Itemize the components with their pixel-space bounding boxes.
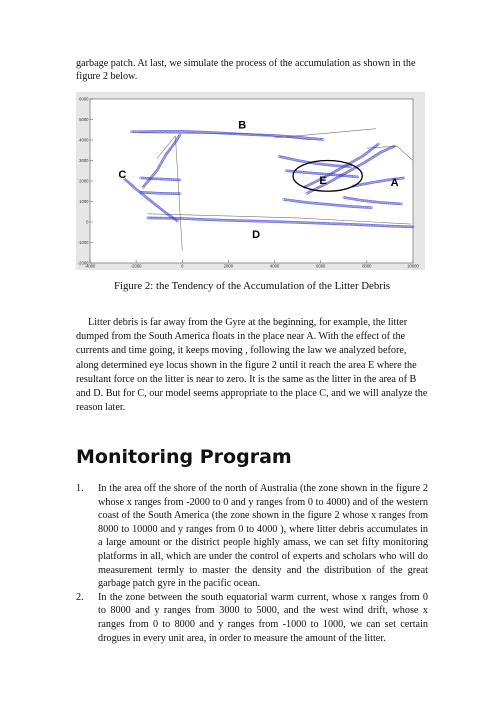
intro-text: garbage patch. At last, we simulate the process of the accumulation as shown in the figure 2 below. (76, 58, 416, 82)
y-tick-label: -2000 (77, 260, 89, 266)
x-tick-label: -4000 (84, 263, 96, 269)
figure-caption: Figure 2: the Tendency of the Accumulation of the Litter Debris (113, 280, 391, 292)
x-tick-label: 8000 (362, 263, 372, 269)
y-tick-label: 0 (86, 219, 89, 225)
x-tick-label: 4000 (269, 263, 280, 269)
list-item-number: 1. (76, 483, 84, 494)
list-item-number: 2. (76, 591, 84, 603)
figure-2 (76, 92, 425, 270)
litter-accumulation-scatter-plot (76, 92, 425, 270)
y-tick-label: 6000 (79, 96, 89, 102)
monitoring-list (76, 482, 428, 645)
y-tick-label: 2000 (79, 178, 89, 184)
section-heading: Monitoring Program (76, 446, 292, 468)
x-tick-label: 10000 (407, 263, 419, 269)
y-tick-label: -1000 (77, 239, 89, 245)
y-tick-label: 4000 (79, 137, 89, 143)
list-item (76, 591, 428, 645)
list-item-text: In the area off the shore of the north of Australia (the zone shown in the figure 2 whose x ranges from -2000 to 0 and y ranges from 0 to 4000) and of the western coast of the South America (the zone shown in the figure 2 whose x ranges from 8000 to 10000 and y ranges from 0 to 4000 ), where litter debris accumulates in a large amount or the district people highly amass, we can set fifty monitoring platforms in all, which are under the control of experts and scholars who will do measurement termly to master the density and the distribution of the great garbage patch gyre in the pacific ocean. (98, 483, 428, 590)
x-tick-label: 2000 (223, 263, 234, 269)
y-tick-label: 5000 (79, 116, 89, 122)
body-paragraph: Litter debris is far away from the Gyre at the beginning, for example, the litter dumped from the South America floats in the place near A. With the effect of the currents and time going, it keeps moving , following the law we analyzed before, along determined eye locus shown in the figure 2 until it reach the area E where the resultant force on the litter is near to zero. It is the same as the litter in the area of B and D. But for C, our model seems appropriate to the place C, and we will analyze the reason later. (76, 317, 428, 414)
list-item-text: In the zone between the south equatorial warm current, whose x ranges from 0 to 8000 and y ranges from 3000 to 5000, and the west wind drift, whose x ranges from 0 to 8000 and y ranges from -1000 to 1000, we can set certain drogues in every unit area, in order to measure the amount of the litter. (98, 591, 428, 644)
list-item (76, 482, 428, 591)
x-tick-label: 0 (181, 263, 184, 269)
region-label-e: E (319, 174, 327, 187)
region-label-c: C (118, 168, 127, 181)
region-label-a: A (390, 176, 399, 189)
region-label-d: D (252, 229, 261, 242)
region-label-b: B (238, 119, 247, 132)
y-tick-label: 1000 (79, 198, 89, 204)
x-tick-label: 6000 (316, 263, 326, 269)
y-tick-label: 3000 (79, 157, 89, 163)
x-tick-label: -2000 (130, 263, 142, 269)
